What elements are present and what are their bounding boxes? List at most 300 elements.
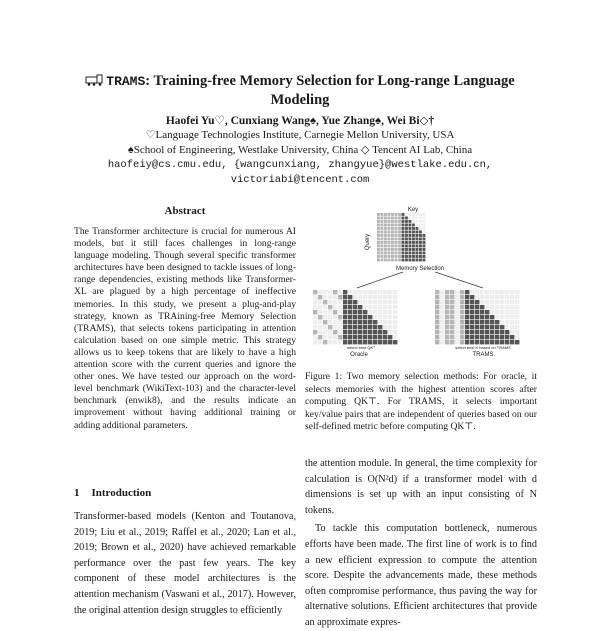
matrix-cell — [318, 310, 322, 314]
matrix-cell — [405, 224, 408, 227]
matrix-cell — [395, 259, 398, 262]
matrix-cell — [395, 241, 398, 244]
section-number: 1 — [74, 487, 80, 499]
figure-caption — [305, 371, 537, 434]
matrix-cell — [381, 227, 384, 230]
matrix-cell — [395, 255, 398, 258]
matrix-cell — [402, 255, 405, 258]
matrix-cell — [412, 231, 415, 234]
matrix-cell — [343, 340, 347, 344]
query-label: Query — [365, 233, 371, 251]
matrix-cell — [393, 310, 397, 314]
matrix-cell — [440, 300, 444, 304]
matrix-cell — [412, 241, 415, 244]
matrix-cell — [391, 252, 394, 255]
matrix-cell — [323, 305, 327, 309]
matrix-cell — [373, 335, 377, 339]
matrix-cell — [419, 248, 422, 251]
matrix-cell — [373, 310, 377, 314]
matrix-cell — [409, 213, 412, 216]
matrix-cell — [348, 315, 352, 319]
matrix-cell — [485, 295, 489, 299]
matrix-cell — [388, 340, 392, 344]
matrix-cell — [353, 325, 357, 329]
matrix-cell — [313, 310, 317, 314]
matrix-cell — [423, 234, 426, 237]
matrix-cell — [368, 295, 372, 299]
matrix-cell — [318, 325, 322, 329]
matrix-cell — [328, 310, 332, 314]
matrix-cell — [328, 325, 332, 329]
matrix-cell — [450, 305, 454, 309]
matrix-cell — [323, 330, 327, 334]
matrix-cell — [381, 248, 384, 251]
matrix-cell — [423, 213, 426, 216]
matrix-cell — [480, 290, 484, 294]
matrix-cell — [398, 224, 401, 227]
matrix-cell — [495, 325, 499, 329]
matrix-cell — [490, 340, 494, 344]
matrix-cell — [398, 252, 401, 255]
matrix-cell — [381, 213, 384, 216]
matrix-cell — [381, 217, 384, 220]
matrix-cell — [388, 252, 391, 255]
matrix-cell — [505, 300, 509, 304]
matrix-cell — [445, 290, 449, 294]
matrix-cell — [313, 290, 317, 294]
matrix-cell — [353, 295, 357, 299]
matrix-cell — [384, 231, 387, 234]
matrix-cell — [388, 335, 392, 339]
matrix-cell — [423, 252, 426, 255]
matrix-cell — [460, 295, 464, 299]
matrix-cell — [460, 310, 464, 314]
matrix-cell — [318, 295, 322, 299]
matrix-cell — [343, 325, 347, 329]
matrix-cell — [338, 330, 342, 334]
matrix-cell — [402, 241, 405, 244]
matrix-cell — [445, 300, 449, 304]
matrix-cell — [368, 335, 372, 339]
matrix-cell — [377, 227, 380, 230]
matrix-cell — [388, 245, 391, 248]
matrix-cell — [435, 310, 439, 314]
matrix-cell — [368, 315, 372, 319]
abstract-heading: Abstract — [164, 205, 206, 217]
matrix-cell — [480, 335, 484, 339]
matrix-cell — [409, 248, 412, 251]
matrix-cell — [373, 295, 377, 299]
matrix-cell — [419, 231, 422, 234]
matrix-cell — [490, 295, 494, 299]
matrix-cell — [412, 245, 415, 248]
matrix-cell — [423, 231, 426, 234]
matrix-cell — [398, 227, 401, 230]
matrix-cell — [343, 305, 347, 309]
matrix-cell — [409, 220, 412, 223]
matrix-cell — [515, 320, 519, 324]
matrix-cell — [393, 320, 397, 324]
matrix-cell — [391, 220, 394, 223]
matrix-cell — [423, 238, 426, 241]
matrix-cell — [435, 315, 439, 319]
matrix-cell — [368, 325, 372, 329]
matrix-cell — [358, 315, 362, 319]
matrix-cell — [333, 335, 337, 339]
matrix-cell — [373, 315, 377, 319]
matrix-cell — [515, 300, 519, 304]
matrix-cell — [450, 315, 454, 319]
matrix-cell — [500, 335, 504, 339]
matrix-cell — [384, 238, 387, 241]
matrix-cell — [445, 315, 449, 319]
matrix-cell — [440, 315, 444, 319]
matrix-cell — [383, 290, 387, 294]
matrix-cell — [419, 259, 422, 262]
matrix-cell — [383, 335, 387, 339]
matrix-cell — [384, 241, 387, 244]
matrix-cell — [381, 259, 384, 262]
matrix-cell — [381, 245, 384, 248]
title-line1: : Training-free Memory Selection for Long-range Language — [145, 73, 515, 89]
matrix-cell — [455, 315, 459, 319]
matrix-cell — [495, 290, 499, 294]
matrix-cell — [381, 255, 384, 258]
matrix-cell — [480, 340, 484, 344]
matrix-cell — [500, 330, 504, 334]
matrix-cell — [358, 300, 362, 304]
matrix-cell — [383, 295, 387, 299]
matrix-cell — [445, 320, 449, 324]
matrix-cell — [455, 305, 459, 309]
matrix-cell — [450, 335, 454, 339]
matrix-cell — [348, 340, 352, 344]
matrix-cell — [328, 305, 332, 309]
matrix-cell — [490, 325, 494, 329]
matrix-cell — [388, 238, 391, 241]
matrix-cell — [381, 231, 384, 234]
matrix-cell — [475, 315, 479, 319]
matrix-cell — [373, 305, 377, 309]
matrix-cell — [409, 217, 412, 220]
matrix-cell — [510, 305, 514, 309]
matrix-cell — [435, 340, 439, 344]
matrix-cell — [470, 295, 474, 299]
matrix-cell — [470, 300, 474, 304]
matrix-cell — [391, 227, 394, 230]
matrix-cell — [363, 330, 367, 334]
matrix-cell — [423, 217, 426, 220]
matrix-cell — [393, 300, 397, 304]
matrix-cell — [373, 340, 377, 344]
matrix-cell — [470, 315, 474, 319]
matrix-cell — [358, 295, 362, 299]
matrix-cell — [318, 335, 322, 339]
matrix-cell — [377, 217, 380, 220]
matrix-cell — [416, 224, 419, 227]
matrix-cell — [323, 325, 327, 329]
title-line2: Modeling — [270, 92, 330, 108]
matrix-cell — [383, 340, 387, 344]
matrix-cell — [409, 224, 412, 227]
matrix-cell — [391, 245, 394, 248]
matrix-cell — [391, 255, 394, 258]
matrix-cell — [440, 290, 444, 294]
matrix-cell — [398, 220, 401, 223]
matrix-cell — [419, 227, 422, 230]
matrix-cell — [391, 217, 394, 220]
matrix-cell — [383, 325, 387, 329]
matrix-cell — [328, 340, 332, 344]
matrix-cell — [405, 248, 408, 251]
matrix-cell — [318, 320, 322, 324]
matrix-cell — [343, 290, 347, 294]
matrix-cell — [391, 241, 394, 244]
matrix-cell — [465, 340, 469, 344]
matrix-cell — [405, 238, 408, 241]
matrix-cell — [402, 259, 405, 262]
matrix-cell — [505, 295, 509, 299]
matrix-cell — [313, 315, 317, 319]
matrix-cell — [500, 295, 504, 299]
matrix-cell — [419, 241, 422, 244]
matrix-cell — [465, 310, 469, 314]
matrix-cell — [402, 245, 405, 248]
matrix-cell — [475, 305, 479, 309]
matrix-cell — [465, 295, 469, 299]
matrix-cell — [515, 305, 519, 309]
matrix-cell — [505, 305, 509, 309]
matrix-cell — [393, 325, 397, 329]
matrix-cell — [470, 290, 474, 294]
right-paragraph-2: To tackle this computation bottleneck, numerous efforts have been made. The first line of work is to find a new efficient expression to compute the attention score. Despite the advancements made, these methods often compromise performance, thus paving the way for alternative solutions. Efficient architectures that provide an approximate expres- — [305, 523, 537, 628]
matrix-cell — [450, 295, 454, 299]
matrix-cell — [381, 241, 384, 244]
matrix-cell — [440, 295, 444, 299]
matrix-cell — [377, 234, 380, 237]
matrix-cell — [412, 252, 415, 255]
matrix-cell — [338, 300, 342, 304]
matrix-cell — [455, 295, 459, 299]
matrix-cell — [388, 231, 391, 234]
matrix-cell — [395, 220, 398, 223]
matrix-cell — [500, 320, 504, 324]
matrix-cell — [348, 325, 352, 329]
matrix-cell — [435, 320, 439, 324]
matrix-cell — [383, 300, 387, 304]
matrix-cell — [445, 330, 449, 334]
matrix-cell — [510, 315, 514, 319]
matrix-cell — [388, 248, 391, 251]
matrix-cell — [455, 325, 459, 329]
left-arrow — [357, 272, 403, 288]
matrix-cell — [391, 238, 394, 241]
matrix-cell — [416, 220, 419, 223]
matrix-cell — [395, 245, 398, 248]
matrix-cell — [465, 315, 469, 319]
matrix-cell — [377, 213, 380, 216]
matrix-cell — [440, 330, 444, 334]
matrix-cell — [313, 340, 317, 344]
matrix-cell — [402, 227, 405, 230]
matrix-cell — [412, 217, 415, 220]
matrix-cell — [445, 310, 449, 314]
matrix-cell — [363, 340, 367, 344]
title-prefix: TRAMS — [106, 74, 146, 89]
matrix-cell — [515, 340, 519, 344]
matrix-cell — [378, 305, 382, 309]
matrix-cell — [363, 300, 367, 304]
matrix-cell — [416, 241, 419, 244]
matrix-cell — [485, 320, 489, 324]
matrix-cell — [384, 255, 387, 258]
matrix-cell — [377, 241, 380, 244]
matrix-cell — [378, 315, 382, 319]
matrix-cell — [318, 300, 322, 304]
matrix-cell — [515, 325, 519, 329]
matrix-cell — [500, 325, 504, 329]
matrix-cell — [475, 330, 479, 334]
matrix-cell — [368, 300, 372, 304]
matrix-cell — [515, 295, 519, 299]
matrix-cell — [455, 320, 459, 324]
matrix-cell — [313, 305, 317, 309]
matrix-cell — [445, 325, 449, 329]
matrix-cell — [388, 217, 391, 220]
matrix-cell — [313, 330, 317, 334]
matrix-cell — [348, 295, 352, 299]
matrix-cell — [412, 220, 415, 223]
matrix-cell — [470, 340, 474, 344]
matrix-cell — [378, 330, 382, 334]
matrix-cell — [318, 305, 322, 309]
matrix-cell — [378, 290, 382, 294]
matrix-cell — [495, 340, 499, 344]
matrix-cell — [409, 252, 412, 255]
matrix-cell — [391, 234, 394, 237]
matrix-cell — [510, 340, 514, 344]
matrix-cell — [398, 248, 401, 251]
matrix-cell — [435, 325, 439, 329]
matrix-cell — [358, 335, 362, 339]
matrix-cell — [381, 234, 384, 237]
matrix-cell — [393, 305, 397, 309]
introduction-heading — [74, 487, 163, 499]
oracle-label: Oracle — [350, 352, 368, 358]
introduction-text — [74, 509, 296, 618]
matrix-cell — [391, 259, 394, 262]
matrix-cell — [343, 330, 347, 334]
matrix-cell — [440, 340, 444, 344]
matrix-cell — [378, 320, 382, 324]
matrix-cell — [313, 320, 317, 324]
matrix-cell — [395, 217, 398, 220]
matrix-cell — [384, 245, 387, 248]
matrix-cell — [402, 238, 405, 241]
matrix-cell — [323, 315, 327, 319]
matrix-cell — [398, 241, 401, 244]
matrix-cell — [515, 335, 519, 339]
matrix-cell — [440, 310, 444, 314]
matrix-cell — [423, 248, 426, 251]
matrix-cell — [450, 310, 454, 314]
matrix-cell — [391, 231, 394, 234]
matrix-cell — [409, 238, 412, 241]
oracle-attention-matrix — [313, 290, 397, 344]
matrix-cell — [485, 315, 489, 319]
matrix-cell — [377, 252, 380, 255]
matrix-cell — [445, 295, 449, 299]
email-line-1: haofeiy@cs.cmu.edu, {wangcunxiang, zhangyue}@westlake.edu.cn, — [107, 159, 493, 171]
matrix-cell — [416, 248, 419, 251]
matrix-cell — [480, 330, 484, 334]
matrix-cell — [323, 300, 327, 304]
matrix-cell — [419, 245, 422, 248]
matrix-cell — [378, 310, 382, 314]
matrix-cell — [353, 330, 357, 334]
matrix-cell — [343, 300, 347, 304]
matrix-cell — [416, 255, 419, 258]
matrix-cell — [480, 305, 484, 309]
matrix-cell — [475, 335, 479, 339]
matrix-cell — [318, 340, 322, 344]
abstract-text — [74, 226, 296, 432]
matrix-cell — [328, 295, 332, 299]
matrix-cell — [384, 217, 387, 220]
matrix-cell — [398, 259, 401, 262]
matrix-cell — [398, 217, 401, 220]
matrix-cell — [485, 325, 489, 329]
matrix-cell — [377, 231, 380, 234]
matrix-cell — [419, 224, 422, 227]
matrix-cell — [435, 290, 439, 294]
matrix-cell — [353, 310, 357, 314]
matrix-cell — [388, 315, 392, 319]
matrix-cell — [490, 320, 494, 324]
matrix-cell — [333, 310, 337, 314]
matrix-cell — [475, 295, 479, 299]
matrix-cell — [423, 224, 426, 227]
matrix-cell — [343, 335, 347, 339]
matrix-cell — [505, 335, 509, 339]
matrix-cell — [343, 310, 347, 314]
matrix-cell — [510, 300, 514, 304]
matrix-cell — [419, 238, 422, 241]
affiliation-2: ♠School of Engineering, Westlake University, China ◇ Tencent AI Lab, China — [127, 144, 473, 156]
matrix-cell — [391, 224, 394, 227]
matrix-cell — [338, 320, 342, 324]
matrix-cell — [485, 305, 489, 309]
matrix-cell — [333, 290, 337, 294]
matrix-cell — [405, 245, 408, 248]
matrix-cell — [393, 340, 397, 344]
matrix-cell — [405, 255, 408, 258]
oracle-sublabel: select best QKᵀ — [347, 345, 375, 350]
matrix-cell — [405, 234, 408, 237]
matrix-cell — [398, 234, 401, 237]
matrix-cell — [323, 340, 327, 344]
matrix-cell — [470, 305, 474, 309]
matrix-cell — [388, 224, 391, 227]
matrix-cell — [333, 340, 337, 344]
matrix-cell — [412, 259, 415, 262]
matrix-cell — [343, 315, 347, 319]
matrix-cell — [373, 325, 377, 329]
matrix-cell — [363, 310, 367, 314]
matrix-cell — [480, 320, 484, 324]
matrix-cell — [384, 213, 387, 216]
matrix-cell — [338, 315, 342, 319]
